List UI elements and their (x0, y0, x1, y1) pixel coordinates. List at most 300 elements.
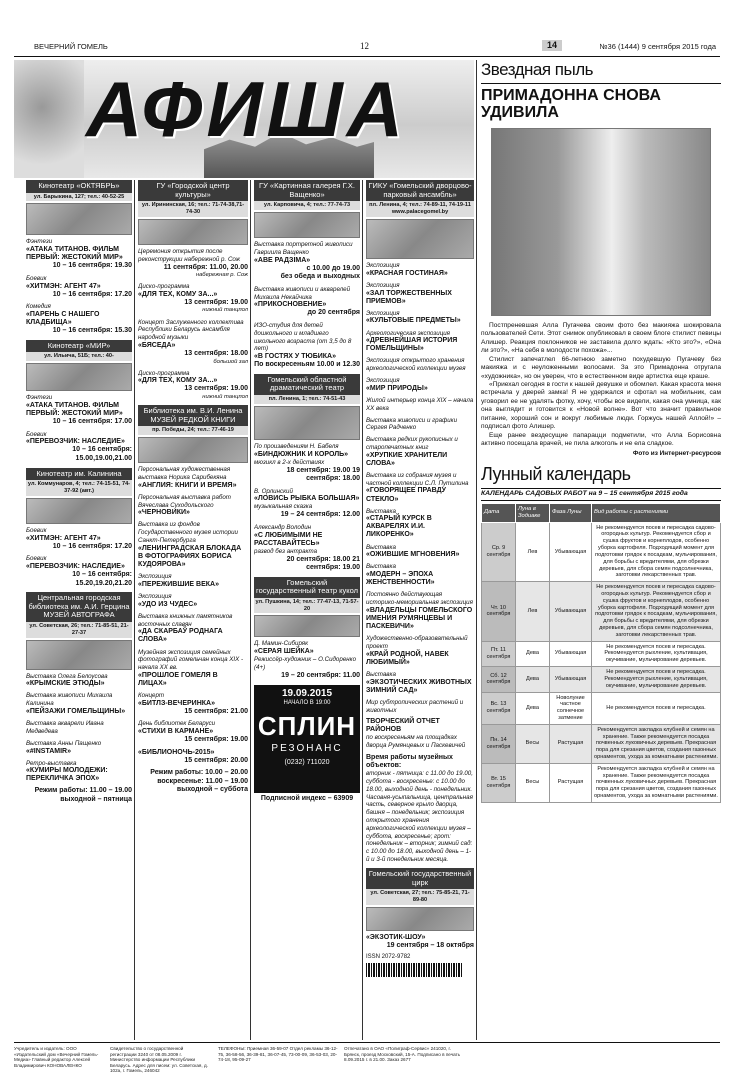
poster-album: РЕЗОНАНС (271, 742, 343, 754)
event-date: 13 сентября: 19.00 (184, 385, 248, 393)
barcode (366, 963, 462, 977)
section-header-lenin-library: Библиотека им. В.И. Ленина МУЗЕЙ РЕДКОЙ КНИГИ (138, 405, 248, 426)
section-address: ул. Советская, 26; тел.: 71-85-51, 21-27-37 (26, 622, 132, 638)
event-item (366, 310, 474, 326)
table-cell: Растущая (550, 763, 592, 802)
section-header-mir: Кинотеатр «МИР» (26, 340, 132, 353)
event-item (366, 508, 474, 540)
event-item (26, 692, 132, 716)
event-title: «ОЖИВШИЕ МГНОВЕНИЯ» (366, 551, 460, 559)
event-item (138, 613, 248, 645)
event-item (366, 417, 474, 433)
event-item (366, 377, 474, 393)
section-header-library: Центральная городская библиотека им. А.И. Герцина МУЗЕЙ АВТОГРАФА (26, 592, 132, 622)
event-genre: Художественно-образовательный проект (366, 635, 468, 650)
table-cell: Не рекомендуется посев и пересадка садово-огородных культур. Рекомендуется сбор и сушка фруктов и корнеплодов, особенно уборка картофеля. Подходящий момент для подготовки грядок к посадкам, мульчирования, для борьбы с вредителями, для обрезки деревьев, для сбора семян подсолнечника, заготовки лекарственных трав. (592, 582, 721, 642)
event-title: «ГОВОРЯЩЕЕ ПРАВДУ СТЕКЛО» (366, 487, 447, 503)
event-genre: Фэнтези (26, 394, 53, 402)
event-item (138, 692, 248, 716)
section-header-palace: ГИКУ «Гомельский дворцово-парковый ансамбль» (366, 180, 474, 201)
event-item (26, 394, 132, 426)
opening-hours: Режим работы: 11.00 – 19.00 выходной – пятница (34, 787, 132, 804)
article-photo (491, 128, 711, 316)
event-title: «СТИХИ В КАРМАНЕ» (138, 728, 214, 736)
event-title: «ПРОШЛОЕ ГОМЕЛЯ В ЛИЦАХ» (138, 671, 218, 687)
table-cell: Дева (516, 692, 550, 724)
event-title: «КУЛЬТОВЫЕ ПРЕДМЕТЫ» (366, 317, 461, 325)
event-genre: Выставка живописи и графики Сергея Радченко (366, 416, 458, 432)
table-row (482, 763, 721, 802)
event-date: 13 сентября: 18.00 (184, 350, 248, 358)
table-cell: Ср. 9 сентября (482, 522, 516, 582)
photo-credit: Фото из Интернет-ресурсов (632, 450, 721, 458)
event-title: «ХИТМЭН: АГЕНТ 47» (26, 282, 101, 290)
moon-calendar-title: Лунный календарь (481, 464, 631, 485)
event-item (254, 286, 360, 318)
table-cell: Новолуние частное солнечное затмение (550, 692, 592, 724)
section-header-circus: Гомельский государственный цирк (366, 868, 474, 889)
page-header (14, 40, 720, 54)
table-cell: Убывающая (550, 522, 592, 582)
table-cell: Лев (516, 522, 550, 582)
cinema-photo (26, 498, 132, 524)
table-cell: Дева (516, 667, 550, 692)
event-item (254, 322, 360, 370)
circus-photo (366, 907, 474, 931)
culture-center-photo (138, 219, 248, 245)
event-genre: Жилой интерьер конца XIX – начала XX века (366, 396, 474, 412)
table-cell: Не рекомендуется посев и пересадка. Рекомендуется рыхление, культивация, окучивание, мульчирование деревьев. (592, 667, 721, 692)
event-date: 10 – 16 сентября: 15.30 (52, 327, 132, 335)
event-genre: Постоянно действующая историко-мемориальная экспозиция (366, 591, 473, 607)
section-address: ул. Ильича, 51Б; тел.: 40- (26, 352, 132, 361)
event-place: большой зал (213, 358, 248, 365)
table-cell: Сб. 12 сентября (482, 667, 516, 692)
section-address: ул. Пушкина, 14; тел.: 77-47-13, 71-57-20 (255, 598, 359, 612)
section-header-drama-theatre: Гомельский областной драматический театр (254, 374, 360, 395)
event-title: «ЛЕНИНГРАДСКАЯ БЛОКАДА В ФОТОГРАФИЯХ БОРИСА КУДОЯРОВА» (138, 544, 242, 569)
event-title: «ДЛЯ ТЕХ, КОМУ ЗА...» (138, 290, 218, 298)
table-row (482, 582, 721, 642)
table-cell: Весы (516, 763, 550, 802)
event-genre: Персональная выставка работ Вячеслава Суходольского (138, 493, 231, 509)
event-place: без обеда и выходных (280, 273, 360, 281)
event-title: «СТАРЫЙ КУРСК В АКВАРЕЛЯХ И.И. ЛИКОРЕНКО» (366, 515, 432, 539)
header-rule (14, 56, 720, 57)
event-item (366, 754, 474, 864)
event-item (138, 749, 248, 766)
table-header: Фаза Луны (550, 503, 592, 522)
event-item (26, 275, 132, 299)
event-item (366, 282, 474, 306)
cinema-photo (26, 203, 132, 235)
event-genre: Экспозиция (366, 281, 400, 289)
event-date: 15 сентября: 19.00 (184, 736, 248, 744)
event-date: 19 сентября – 18 октября (386, 941, 474, 949)
event-item (138, 283, 248, 314)
event-item (366, 591, 474, 631)
event-genre: Комедия (26, 303, 51, 311)
event-genre: Выставка акварели Ивана Медведева (26, 720, 104, 735)
event-genre: Мир субтропических растений и животных (366, 698, 464, 714)
event-genre: Выставка (366, 543, 396, 551)
section-address: ул. Советская, 27; тел.: 75-85-21, 71-89-80 (366, 889, 474, 905)
event-item (254, 640, 360, 680)
event-title: «БИБЛИОНОЧЬ-2015» (138, 748, 215, 756)
event-item (366, 563, 474, 587)
event-genre: Выставка из фондов Государственного музея истории Санкт-Петербурга (138, 521, 238, 545)
event-genre: по воскресеньям на площадках дворца Румянцевых и Паскевичей (366, 734, 466, 750)
table-cell: Пн. 14 сентября (482, 724, 516, 763)
section-header-culture-center: ГУ «Городской центр культуры» (138, 180, 248, 201)
section-address: ул. Карповича, 4; тел.: 77-74-73 (254, 201, 360, 210)
event-item (366, 472, 474, 504)
event-date: 10 – 16 сентября: 17.00 (52, 418, 132, 426)
event-genre: Боевик (26, 526, 47, 534)
schedule-heading: Время работы музейных объектов: (366, 754, 453, 770)
event-genre: По произведениям Н. Бабеля (254, 442, 339, 450)
rubric-title: Звездная пыль (481, 60, 594, 79)
event-date: до 20 сентября (307, 309, 360, 317)
moon-calendar-table (481, 503, 721, 803)
section-address: ул. Коммунаров, 4; тел.: 74-15-51, 74-37-92 (авт.) (27, 481, 131, 494)
gallery-photo (254, 212, 360, 238)
event-title: «УДО ИЗ ЧУДЕС» (138, 600, 198, 608)
event-date: 11 сентября: 11.00, 20.00 (163, 263, 248, 271)
event-title: «ПЕЙЗАЖИ ГОМЕЛЬЩИНЫ» (26, 708, 126, 716)
section-address: пл. Ленина, 1; тел.: 74-51-43 (254, 395, 360, 404)
imprint-footer (14, 1044, 720, 1074)
event-item (366, 436, 474, 468)
section-header-gallery: ГУ «Картинная галерея Г.Х. Ващенко» (254, 180, 360, 201)
event-item (138, 370, 248, 401)
section-header-puppet-theatre: Гомельский государственный театр кукол (254, 577, 360, 598)
issn-code: ISSN 2072-9782 (366, 954, 411, 961)
event-genre: Фэнтези (26, 238, 53, 246)
imprint-printing: Отпечатано в ОАО «Полиграф-Сервис» 241020, г. Брянск, проезд Московский, 15-А. Подписано в печать 8.09.2015 г. в 21.00. Заказ 2677 (344, 1046, 461, 1062)
table-row (482, 641, 721, 666)
table-cell: Не рекомендуется посев и пересадка. Рекомендуется рыхление, культивация, окучивание, мульчирование деревьев. (592, 641, 721, 666)
event-item (138, 494, 248, 518)
event-date: 10 – 16 сентября: 15.20,19.20,21.20 (72, 571, 132, 587)
issue-info: №36 (1444) 9 сентября 2015 года (599, 42, 716, 51)
event-genre: Экспозиция (138, 573, 172, 581)
event-subtitle: Режиссёр-художник – О.Сидоренко (4+) (254, 656, 357, 672)
event-genre: День библиотек Беларуси (138, 720, 216, 728)
event-genre: Выставка книжных памятников восточных славян (138, 612, 233, 628)
event-date: 15 сентября: 21.00 (184, 707, 248, 715)
cinema-column (26, 180, 132, 1042)
puppet-theatre-photo (254, 615, 360, 637)
section-address: ул. Ирининская, 16; тел.: 71-74-38,71-74-30 (138, 201, 248, 217)
event-genre: Диско-программа (138, 283, 190, 291)
event-genre: Церемония открытия после реконструкции набережной р. Сож (138, 247, 240, 263)
event-item (138, 248, 248, 279)
event-place: нижний танцпол (202, 307, 248, 314)
event-date: 10 – 16 сентября: 17.20 (52, 542, 132, 550)
imprint-registration: Свидетельство о государственной регистрации 3240 от 08.05.2009 г. Министерство информации Республики Беларусь. Адрес для писем: ул. Советская, д. 102а, г. Гомель, 246042 (110, 1046, 208, 1073)
event-item (366, 357, 474, 373)
event-title: «КРАСНАЯ ГОСТИНАЯ» (366, 269, 448, 277)
table-row (482, 667, 721, 692)
section-header-kalinin: Кинотеатр им. Калинина (26, 468, 132, 481)
event-title: «ПЕРЕВОЗЧИК: НАСЛЕДИЕ» (26, 562, 125, 570)
event-genre: Боевик (26, 555, 47, 563)
column-rule (476, 60, 477, 1040)
event-date: с 10.00 до 19.00 (306, 264, 360, 272)
event-item (366, 934, 474, 951)
table-cell: Пт. 11 сентября (482, 641, 516, 666)
event-date: 10 – 16 сентября: 15.00,19.00,21.00 (72, 446, 132, 462)
event-item (26, 720, 132, 736)
table-cell: Рекомендуется закладка клубней и семян на хранение. Также рекомендуется посадка почвенных луковичных деревьев. Прекрасная пора для срезания цветов, создания газонных орнаментов, ухода за комнатными растениями. (592, 724, 721, 763)
afisha-banner (14, 60, 474, 178)
page-number-right: 14 (542, 40, 562, 51)
event-title: «ДЛЯ ТЕХ, КОМУ ЗА...» (138, 377, 218, 385)
event-item (254, 524, 360, 573)
event-item (26, 760, 132, 784)
event-item (26, 527, 132, 551)
event-genre: Экспозиция (366, 309, 400, 317)
event-title: «ПАРЕНЬ С НАШЕГО КЛАДБИЩА» (26, 311, 100, 327)
music-notes-decoration (14, 60, 84, 178)
column-rule (134, 180, 135, 1040)
event-genre: Выставка (366, 563, 396, 571)
event-genre: Экспозиция (366, 261, 400, 269)
event-genre: Музейная экспозиция семейных фотографий гомельчан конца XIX - начала XX вв. (138, 648, 244, 672)
event-genre: Концерт Заслуженного коллектива Республики Беларусь ансамбля народной музыки (138, 318, 244, 342)
table-cell: Вт. 15 сентября (482, 763, 516, 802)
event-title: «КУМИРЫ МОЛОДЕЖИ: ПЕРЕКЛИЧКА ЭПОХ» (26, 767, 108, 783)
section-header-october: Кинотеатр «ОКТЯБРЬ» (26, 180, 132, 193)
event-genre: Концерт (138, 692, 165, 700)
event-title: «АТАКА ТИТАНОВ. ФИЛЬМ ПЕРВЫЙ: ЖЕСТОКИЙ МИР» (26, 246, 123, 262)
event-title: «ПЕРЕЖИВШИЕ ВЕКА» (138, 580, 219, 588)
event-item (366, 718, 474, 750)
event-genre: Экспозиция (138, 592, 172, 600)
table-row (482, 522, 721, 582)
event-title: «АВЕ РАДЗІМА» (254, 256, 311, 264)
library-photo (138, 437, 248, 463)
event-title: «ЭКЗОТИЧЕСКИХ ЖИВОТНЫХ ЗИМНИЙ САД» (366, 678, 472, 694)
column-rule (362, 180, 363, 1040)
table-cell: Весы (516, 724, 550, 763)
event-item (138, 649, 248, 689)
event-item (366, 544, 474, 560)
rubric-rule (481, 83, 721, 84)
event-genre: Выставка (366, 670, 396, 678)
table-header: Луна в Зодиаке (516, 503, 550, 522)
event-subtitle: музыкальная сказка (254, 503, 313, 511)
event-title: «ПЕРЕВОЗЧИК: НАСЛЕДИЕ» (26, 438, 125, 446)
event-title: «#INSTAMIR» (26, 747, 71, 755)
event-genre: Выставка Анны Пащенко (26, 739, 102, 747)
event-title: «ЗАЛ ТОРЖЕСТВЕННЫХ ПРИЕМОВ» (366, 289, 452, 305)
event-item (366, 397, 474, 413)
event-title: «БИТЛЗ-ВЕЧЕРИНКА» (138, 699, 215, 707)
concert-poster (254, 685, 360, 793)
event-genre: Боевик (26, 274, 47, 282)
event-date: 10 – 16 сентября: 19.30 (52, 262, 132, 270)
table-cell: Растущая (550, 724, 592, 763)
section-address: пл. Ленина, 4; тел.: 74-89-11, 74-19-11 www.palacegomel.by (366, 201, 474, 217)
table-row (482, 724, 721, 763)
event-date: 15 сентября: 20.00 (184, 756, 248, 764)
theatre-photo (254, 406, 360, 440)
event-title: ТВОРЧЕСКИЙ ОТЧЕТ РАЙОНОВ (366, 718, 440, 734)
event-title: «В ГОСТЯХ У ТЮБИКА» (254, 353, 337, 361)
event-genre: Александр Володин (254, 523, 312, 531)
event-title: «МОДЕРН – ЭПОХА ЖЕНСТВЕННОСТИ» (366, 571, 435, 587)
event-date: 18 сентября: 19.00 19 сентября: 18.00 (286, 466, 360, 483)
event-item (138, 521, 248, 569)
culture-center-column (138, 180, 248, 1042)
event-title: «С ЛЮБИМЫМИ НЕ РАССТАВАЙТЕСЬ» (254, 531, 323, 547)
event-item (138, 573, 248, 589)
event-title: «ВЛАДЕЛЬЦЫ ГОМЕЛЬСКОГО ИМЕНИЯ РУМЯНЦЕВЫ И ПАСКЕВИЧИ» (366, 606, 473, 631)
event-item (366, 635, 474, 667)
event-title: «ДА СКАРБАЎ РОДНАГА СЛОВА» (138, 628, 223, 644)
table-cell: Рекомендуется закладка клубней и семян на хранение. Также рекомендуется посадка почвенных луковичных деревьев. Прекрасная пора для срезания цветов, создания газонных орнаментов, ухода за комнатными растениями. (592, 763, 721, 802)
event-date: 19 – 24 сентября: 12.00 (280, 511, 360, 519)
event-item (138, 720, 248, 744)
event-genre: Диско-программа (138, 369, 190, 377)
event-item (366, 671, 474, 695)
palace-column (366, 180, 474, 1042)
event-subtitle: мюзикл в 2-х действиях (254, 458, 325, 466)
event-title: «ЛОВИСЬ РЫБКА БОЛЬШАЯ» (254, 495, 360, 503)
event-date: 20 сентября: 18.00 21 сентября: 19.00 (286, 555, 360, 572)
event-title: «БЯСЕДА» (138, 341, 176, 349)
event-title: «ПРИКОСНОВЕНИЕ» (254, 301, 327, 309)
event-item (26, 740, 132, 756)
event-date: По воскресеньям 10.00 и 12.30 (254, 361, 360, 369)
event-title: «АТАКА ТИТАНОВ. ФИЛЬМ ПЕРВЫЙ: ЖЕСТОКИЙ МИР» (26, 401, 123, 417)
table-header: Вид работы с растениями (592, 503, 721, 522)
moon-calendar-subtitle: КАЛЕНДАРЬ САДОВЫХ РАБОТ на 9 – 15 сентября 2015 года (481, 488, 721, 500)
event-title: «АНГЛИЯ: КНИГИ И ВРЕМЯ» (138, 481, 237, 489)
opening-hours: Режим работы: 10.00 – 20.00 воскресенье: 11.00 – 19.00 выходной – суббота (150, 769, 248, 794)
event-genre: Выставка портретной живописи Гавриила Ващенко (254, 241, 353, 256)
table-row (482, 692, 721, 724)
event-item (254, 488, 360, 520)
table-cell: Убывающая (550, 582, 592, 642)
event-genre: Выставка из собрания музея и частной коллекции С.Л. Путилина (366, 471, 469, 487)
library-photo (26, 640, 132, 670)
schedule-text: вторник - пятница: с 11.00 до 19.00, суббота - воскресенье: с 10.00 до 18.00, выходной день - понедельник. Часовня-усыпальница, центральная часть, северное крыло дворца, башня – понедельник; экспозиция открытого хранения археологической коллекции музея – суббота, воскресенье; грот: понедельник – вторник; зимний сад: с 10.00 до 18.00, выходной день – 1-й и 3-й понедельник месяца. (366, 770, 473, 864)
event-genre: В. Орлинский (254, 487, 293, 495)
event-title: «СЕРАЯ ШЕЙКА» (254, 648, 314, 656)
event-genre: Выставка Олега Белоусова (26, 672, 108, 680)
banner-title: АФИША (86, 65, 408, 153)
event-item (254, 443, 360, 484)
event-item (138, 593, 248, 609)
event-genre: Выставка редких рукописных и старопечатных книг (366, 436, 458, 451)
event-item (366, 262, 474, 278)
event-subtitle: развод без антракта (254, 547, 318, 555)
table-header: Дата (482, 503, 516, 522)
section-address: ул. Барыкина, 127; тел.: 40-52-25 (26, 193, 132, 202)
event-item (254, 241, 360, 282)
event-item (26, 431, 132, 464)
event-item (138, 466, 248, 490)
event-item (366, 330, 474, 354)
poster-time: НАЧАЛО В 19:00 (283, 699, 331, 706)
event-genre: ИЗО-студия для детей дошкольного и младшего школьного возраста (от 3,5 до 8 лет) (254, 322, 352, 353)
newspaper-name: ВЕЧЕРНИЙ ГОМЕЛЬ (34, 42, 108, 51)
event-item (26, 673, 132, 689)
article-paragraph-1: Постпреневшая Алла Пугачева своим фото без макияжа шокировала пользователей Сети. Этот снимок опубликовал в своем блоге стилист певицы Алишер. Реакция поклонников не заставила долго ждать: «Кто это?», «Она ли это?», «На себя в молодости похожа»... (481, 321, 721, 355)
event-title: «КРАЙ РОДНОЙ, НАВЕК ЛЮБИМЫЙ» (366, 650, 449, 666)
event-genre: Экспозиция (366, 377, 400, 385)
event-title: «ДРЕВНЕЙШАЯ ИСТОРИЯ ГОМЕЛЬЩИНЫ» (366, 337, 458, 353)
table-cell: Не рекомендуется посев и пересадка. (592, 692, 721, 724)
event-title: «МИР ПРИРОДЫ» (366, 384, 428, 392)
article-headline: ПРИМАДОННА СНОВА УДИВИЛА (481, 86, 661, 122)
column-rule (250, 180, 251, 1040)
event-item (26, 303, 132, 335)
footer-rule (14, 1042, 720, 1043)
table-cell: Вс. 13 сентября (482, 692, 516, 724)
subscription-index: Подписной индекс – 63909 (260, 794, 354, 802)
event-genre: Ретро-выставка (26, 759, 77, 767)
event-genre: Экспозиция открытого хранения археологической коллекции музея (366, 357, 466, 373)
table-cell: Не рекомендуется посев и пересадка садово-огородных культур. Рекомендуется сбор и сушка фруктов и корнеплодов, особенно уборка картофеля. Подходящий момент для подготовки грядок к посадкам, мульчирования, для борьбы с вредителями, для обрезки деревьев, для сбора семян подсолнечника, заготовки лекарственных трав. (592, 522, 721, 582)
event-place: набережная р. Сож (195, 272, 248, 279)
poster-date: 19.09.2015 (281, 687, 333, 699)
event-title: «ЭКЗОТИК-ШОУ» (366, 933, 426, 941)
event-genre: Выставка (366, 507, 396, 515)
table-cell: Убывающая (550, 641, 592, 666)
event-item (26, 238, 132, 270)
event-title: «ХИТМЭН: АГЕНТ 47» (26, 534, 101, 542)
table-cell: Дева (516, 641, 550, 666)
event-genre: Д. Мамин-Сибиряк (254, 640, 309, 648)
right-column (481, 60, 721, 803)
event-title: «КРЫМСКИЕ ЭТЮДЫ» (26, 680, 105, 688)
event-genre: Выставка живописи и акварелей Михаила Некайчика (254, 285, 351, 301)
table-cell: Лев (516, 582, 550, 642)
imprint-publisher: Учредитель и издатель: ООО «Издательский дом «Вечерний Гомель-Медиа» Главный редактор Алексей Владимирович КОНОВАЛЕНКО (14, 1046, 99, 1068)
event-date: 10 – 16 сентября: 17.20 (52, 290, 132, 298)
page-number-left: 12 (360, 41, 369, 51)
event-item (138, 319, 248, 366)
event-title: «ЧЕРНОВИКИ» (138, 509, 190, 517)
table-cell: Чт. 10 сентября (482, 582, 516, 642)
palace-photo (366, 219, 474, 259)
event-title: «ХРУПКИЕ ХРАНИТЕЛИ СЛОВА» (366, 451, 448, 467)
article-paragraph-3: «Приехал сегодня в гости к нашей девушке и обомлел. Какая красота меня встречала у дверей замка! Я не удержался и сфотал на мобильник, сам уговорил ее не удалять фотку, хочу, чтобы все видели, какая она умница, как она выглядит и готовится к «Новой волне». Вот что значит правильное питание, хороший сон и вокруг любимые люди. Горжусь нашей Аллой!» – подписал фото Алишер. (481, 380, 721, 431)
event-item (26, 555, 132, 588)
imprint-phones: ТЕЛЕФОНЫ: Приемная 36-59-07 Отдел рекламы 36-12-75, 36-58-56, 36-39-81, 36-07-45, 73-00-09, 36-53-03, 20-74-18, 95-09-27 (218, 1046, 338, 1062)
event-genre: Персональная художественная выставка Норика Сарибекяна (138, 466, 231, 481)
event-date: 19 – 20 сентября: 11.00 (281, 671, 360, 679)
event-place: нижний танцпол (202, 394, 248, 401)
gallery-theatre-column (254, 180, 360, 1042)
section-address: пр. Победы, 24; тел.: 77-46-19 (138, 426, 248, 435)
poster-phone: (0232) 711020 (284, 758, 330, 766)
event-date: 13 сентября: 19.00 (184, 298, 248, 306)
article-paragraph-4: Еще ранее вездесущие папарацци подметили, что Алла Борисовна активно посещала врачей, не пила алкоголь и не ела сладкое. (481, 431, 721, 448)
event-item (366, 699, 474, 715)
table-cell: Убывающая (550, 667, 592, 692)
event-genre: Археологическая экспозиция (366, 329, 450, 337)
poster-band: СПЛИН (257, 711, 357, 741)
article-paragraph-2: Стилист запечатлел 66-летнюю заметно похудевшую Пугачеву без макияжа и с неуложенными волосами. За это Примадонна отругала «художника», но он уверен, что в естественном виде артистка еще краше. (481, 355, 721, 380)
event-genre: Выставка живописи Михаила Калинина (26, 692, 113, 708)
event-title: «БИНДЮЖНИК И КОРОЛЬ» (254, 450, 349, 458)
cinema-photo (26, 363, 132, 391)
